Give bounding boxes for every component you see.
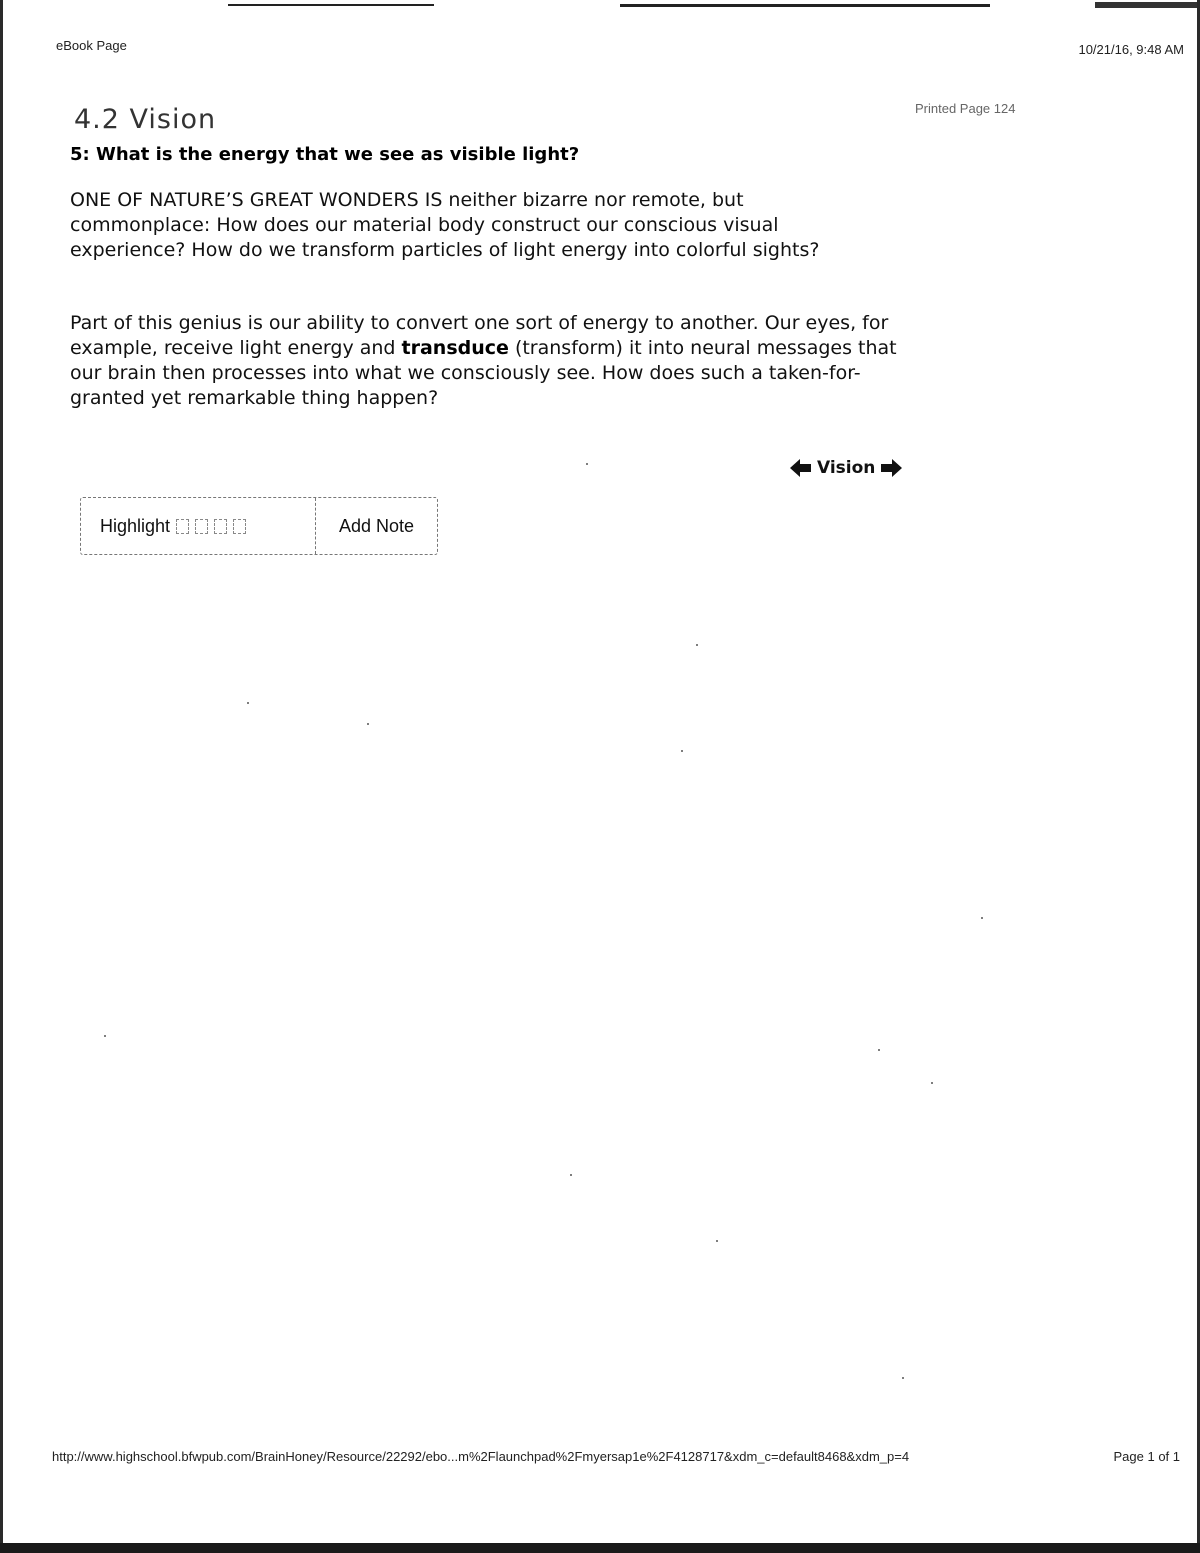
highlight-group	[81, 498, 316, 554]
scan-speck	[696, 644, 698, 646]
footer-page-indicator: Page 1 of 1	[1113, 1449, 1180, 1464]
scan-speck	[367, 723, 369, 725]
scan-speck	[981, 917, 983, 919]
scan-speck	[931, 1082, 933, 1084]
arrow-left-icon[interactable]	[790, 458, 812, 478]
paragraph-transduction	[70, 311, 900, 411]
highlight-label: Highlight	[100, 515, 171, 536]
highlight-swatch-2[interactable]	[195, 519, 208, 534]
print-header-title: eBook Page	[56, 38, 127, 53]
scan-edge	[1095, 2, 1200, 8]
scan-edge	[0, 0, 3, 1553]
key-term-transduce[interactable]: transduce	[401, 337, 509, 359]
section-title: 4.2 Vision	[74, 104, 217, 135]
annotation-toolbar	[80, 497, 438, 555]
paragraph-intro: ONE OF NATURE’S GREAT WONDERS IS neither bizarre nor remote, but commonplace: How does our material body construct our conscious visual experience? How do we transform particles of light energy into colorful sights?	[70, 189, 820, 261]
highlight-swatch-3[interactable]	[214, 519, 227, 534]
learning-question: 5: What is the energy that we see as visible light?	[70, 144, 580, 165]
arrow-right-icon[interactable]	[880, 458, 902, 478]
section-nav-label[interactable]: Vision	[817, 458, 876, 478]
scan-speck	[878, 1049, 880, 1051]
scan-speck	[247, 702, 249, 704]
highlight-swatch-1[interactable]	[176, 519, 189, 534]
scan-edge	[0, 1543, 1200, 1553]
scan-speck	[681, 750, 683, 752]
section-nav	[790, 458, 902, 478]
scan-speck	[586, 463, 588, 465]
printed-page-number: Printed Page 124	[915, 101, 1016, 116]
scan-speck	[716, 1240, 718, 1242]
scan-edge	[228, 4, 434, 6]
add-note-button[interactable]: Add Note	[316, 498, 437, 554]
highlight-swatch-4[interactable]	[233, 519, 246, 534]
scan-speck	[902, 1377, 904, 1379]
scan-speck	[570, 1174, 572, 1176]
scan-edge	[620, 4, 990, 7]
paragraph-text: Part of this genius is our ability to convert one sort of energy to another. Our eyes, for example, receive light energy and	[70, 312, 889, 359]
print-header-timestamp: 10/21/16, 9:48 AM	[1078, 42, 1184, 57]
paragraph-text: (transform) it into neural messages that our brain then processes into what we consciously see. How does such a taken-for-granted yet remarkable thing happen?	[70, 337, 897, 409]
scan-speck	[104, 1035, 106, 1037]
footer-url: http://www.highschool.bfwpub.com/BrainHoney/Resource/22292/ebo...m%2Flaunchpad%2Fmyersap1e%2F4128717&xdm_c=default8468&xdm_p=4	[52, 1449, 910, 1464]
